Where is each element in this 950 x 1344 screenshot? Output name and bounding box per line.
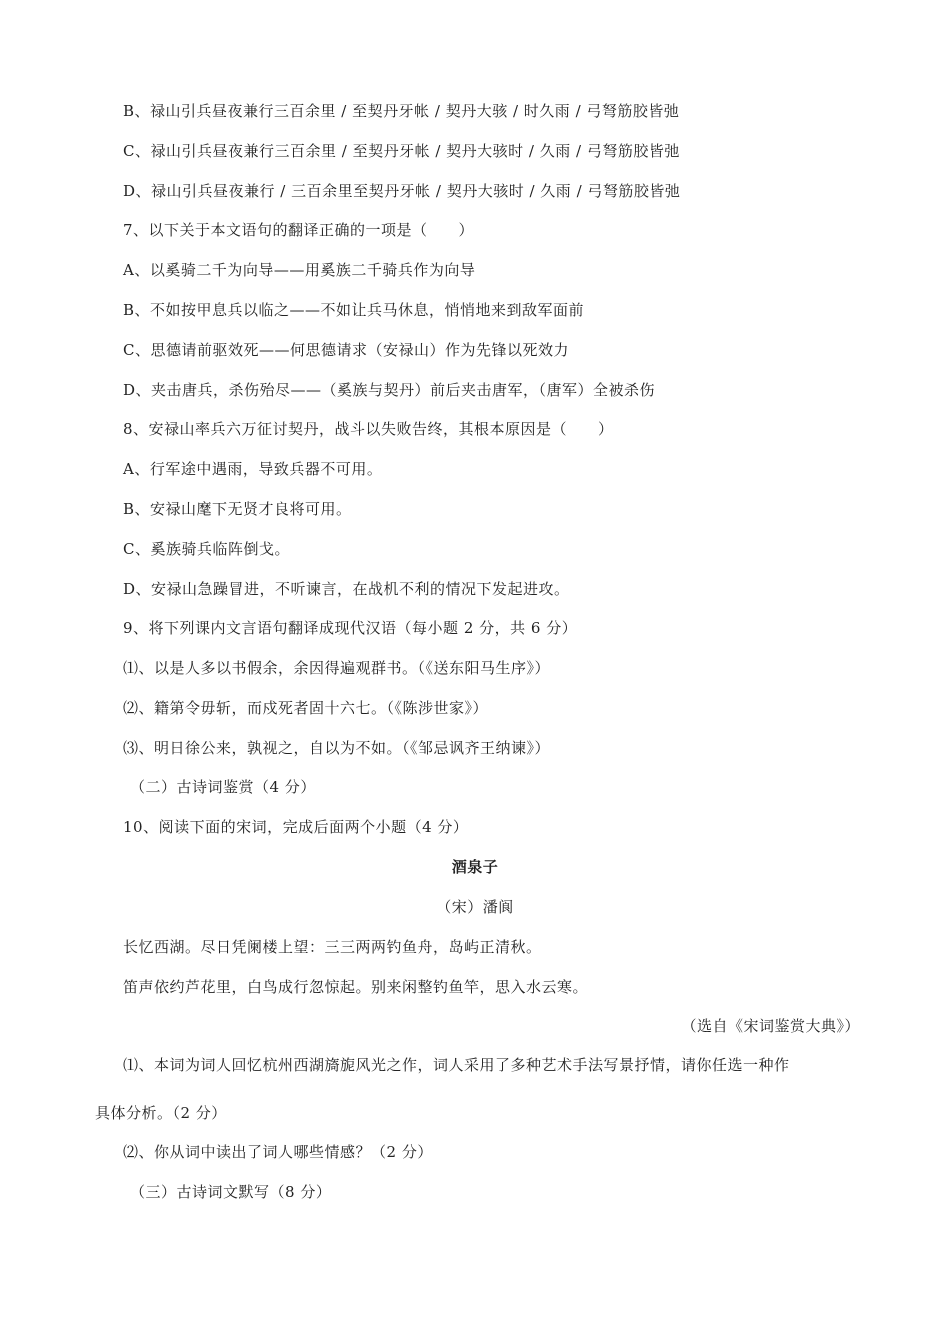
poem-line-2: 笛声依约芦花里，白鸟成行忽惊起。别来闲整钓鱼竿，思入水云寒。 bbox=[123, 978, 589, 996]
q6-option-d: D、禄山引兵昼夜兼行 / 三百余里至契丹牙帐 / 契丹大骇时 / 久雨 / 弓弩筋胶皆弛 bbox=[123, 182, 681, 200]
q7-question: 7、以下关于本文语句的翻译正确的一项是（ ） bbox=[123, 221, 475, 239]
q8-option-a: A、行军途中遇雨，导致兵器不可用。 bbox=[123, 460, 383, 478]
q8-option-b: B、安禄山麾下无贤才良将可用。 bbox=[123, 500, 352, 518]
q9-question: 9、将下列课内文言语句翻译成现代汉语（每小题 2 分，共 6 分） bbox=[123, 619, 578, 637]
q9-item-1: ⑴、以是人多以书假余，余因得遍观群书。（《送东阳马生序》） bbox=[123, 659, 551, 677]
poem-source: （选自《宋词鉴赏大典》） bbox=[681, 1017, 860, 1035]
q8-option-c: C、奚族骑兵临阵倒戈。 bbox=[123, 540, 290, 558]
poem-title: 酒泉子 bbox=[451, 858, 499, 876]
q8-question: 8、安禄山率兵六万征讨契丹，战斗以失败告终，其根本原因是（ ） bbox=[123, 420, 614, 438]
q6-option-c: C、禄山引兵昼夜兼行三百余里 / 至契丹牙帐 / 契丹大骇时 / 久雨 / 弓弩筋胶皆弛 bbox=[123, 142, 680, 160]
q10-sub-2: ⑵、你从词中读出了词人哪些情感？（2 分） bbox=[123, 1143, 433, 1161]
q7-option-b: B、不如按甲息兵以临之——不如让兵马休息，悄悄地来到敌军面前 bbox=[123, 301, 585, 319]
q7-option-a: A、以奚骑二千为向导——用奚族二千骑兵作为向导 bbox=[123, 261, 476, 279]
q10-sub-1-line-2: 具体分析。（2 分） bbox=[95, 1104, 227, 1122]
q7-option-c: C、思德请前驱效死——何思德请求（安禄山）作为先锋以死效力 bbox=[123, 341, 569, 359]
q7-option-d: D、夹击唐兵，杀伤殆尽——（奚族与契丹）前后夹击唐军，（唐军）全被杀伤 bbox=[123, 381, 656, 399]
section-3-heading: （三）古诗词文默写（8 分） bbox=[130, 1183, 332, 1201]
q9-item-2: ⑵、籍第令毋斩，而戍死者固十六七。（《陈涉世家》） bbox=[123, 699, 489, 717]
section-2-heading: （二）古诗词鉴赏（4 分） bbox=[130, 778, 316, 796]
q10-question: 10、阅读下面的宋词，完成后面两个小题（4 分） bbox=[123, 818, 469, 836]
q6-option-b: B、禄山引兵昼夜兼行三百余里 / 至契丹牙帐 / 契丹大骇 / 时久雨 / 弓弩筋胶皆弛 bbox=[123, 102, 680, 120]
poem-line-1: 长忆西湖。尽日凭阑楼上望：三三两两钓鱼舟，岛屿正清秋。 bbox=[123, 938, 542, 956]
q8-option-d: D、安禄山急躁冒进，不听谏言，在战机不利的情况下发起进攻。 bbox=[123, 580, 570, 598]
q10-sub-1-line-1: ⑴、本词为词人回忆杭州西湖旖旎风光之作，词人采用了多种艺术手法写景抒情，请你任选一种作 bbox=[123, 1056, 790, 1074]
poem-author: （宋）潘阆 bbox=[436, 898, 514, 916]
q9-item-3: ⑶、明日徐公来，孰视之，自以为不如。（《邹忌讽齐王纳谏》） bbox=[123, 739, 551, 757]
